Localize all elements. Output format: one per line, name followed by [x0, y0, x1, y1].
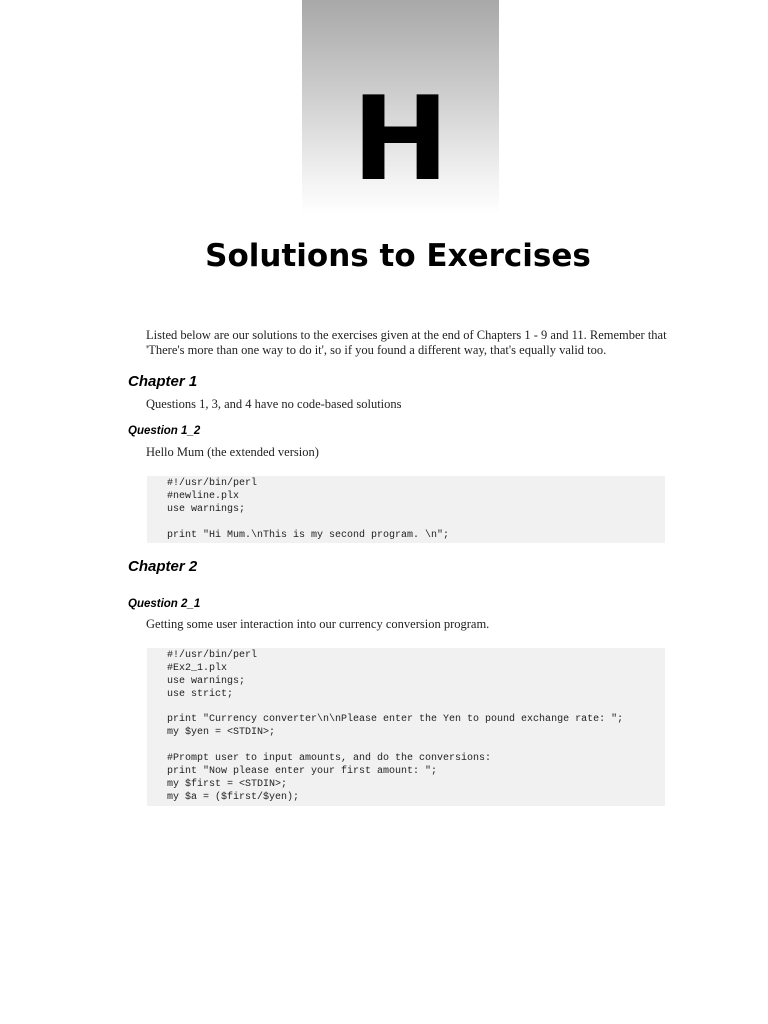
- code-line: #!/usr/bin/perl: [167, 478, 258, 489]
- code-line: #Prompt user to input amounts, and do the conversions:: [167, 753, 492, 765]
- code-line: print "Currency converter\n\nPlease enter the Yen to pound exchange rate: ";: [167, 714, 624, 726]
- code-line: print "Hi Mum.\nThis is my second program. \n";: [167, 529, 450, 541]
- question-2-1-description: Getting some user interaction into our currency conversion program.: [146, 617, 490, 631]
- code-block-1-2: [147, 476, 665, 543]
- code-line: my $first = <STDIN>;: [167, 778, 288, 790]
- code-line: #!/usr/bin/perl: [167, 650, 258, 661]
- appendix-letter-banner: [302, 0, 499, 215]
- code-line: my $yen = <STDIN>;: [167, 727, 276, 739]
- code-line: [167, 702, 665, 715]
- code-line: use strict;: [167, 688, 234, 700]
- code-line: #newline.plx: [167, 490, 240, 502]
- chapter-2-heading: Chapter 2: [128, 558, 198, 575]
- question-1-2-description: Hello Mum (the extended version): [146, 445, 319, 459]
- code-line: [167, 517, 665, 530]
- code-line: print "Now please enter your first amount: ";: [167, 766, 438, 778]
- code-line: my $a = ($first/$yen);: [167, 791, 300, 803]
- code-block-2-1: [147, 648, 665, 806]
- page-title: Solutions to Exercises: [205, 238, 591, 274]
- question-2-1-heading: Question 2_1: [128, 598, 201, 610]
- code-line: #Ex2_1.plx: [167, 662, 228, 674]
- code-line: [167, 740, 665, 753]
- appendix-letter: H: [351, 72, 450, 207]
- chapter-1-note: Questions 1, 3, and 4 have no code-based solutions: [146, 397, 402, 411]
- code-line: use warnings;: [167, 503, 246, 515]
- code-line: use warnings;: [167, 675, 246, 687]
- chapter-1-heading: Chapter 1: [128, 373, 198, 390]
- intro-paragraph: Listed below are our solutions to the exercises given at the end of Chapters 1 - 9 and 11. Remember that 'There's more than one way to do it', so if you found a different way, that's equally valid too.: [146, 328, 667, 357]
- question-1-2-heading: Question 1_2: [128, 425, 201, 437]
